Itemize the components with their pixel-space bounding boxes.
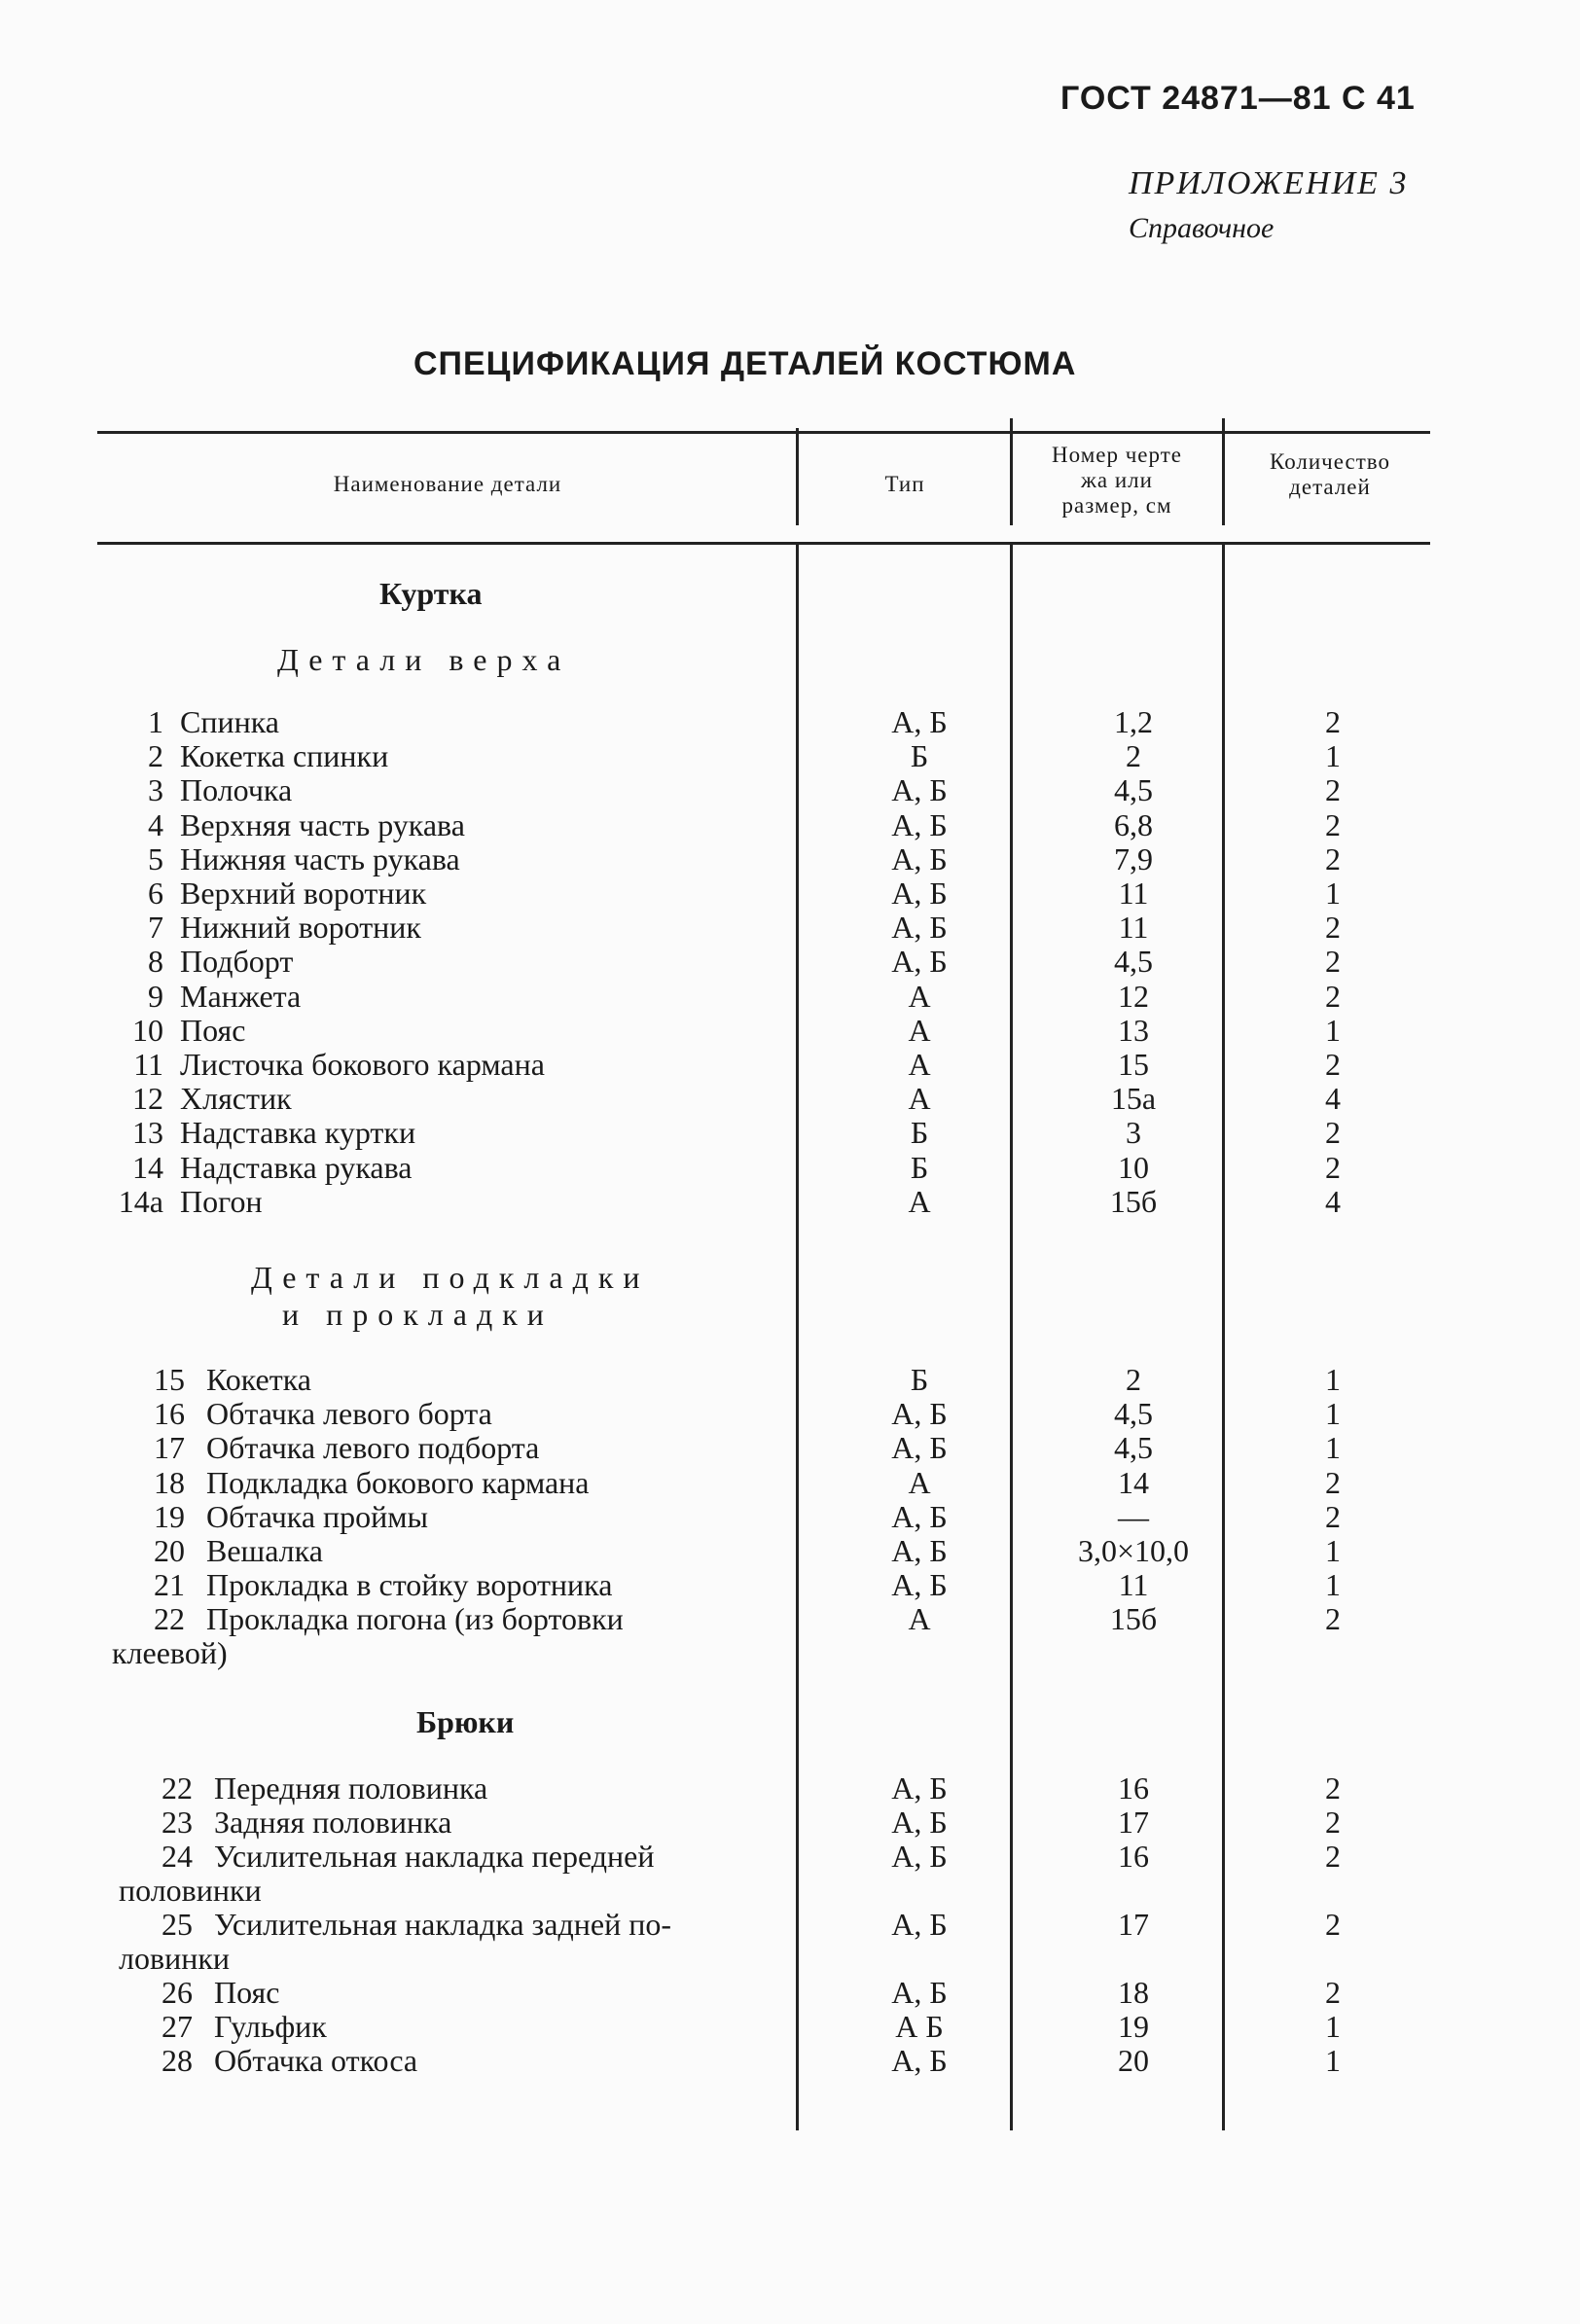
item-type: А <box>908 1601 931 1637</box>
item-quantity: 2 <box>1325 1839 1341 1874</box>
item-name: Усилительная накладка задней по- <box>214 1907 671 1942</box>
table-header-rule <box>97 542 1430 545</box>
item-type: А, Б <box>891 1907 948 1942</box>
item-type: А, Б <box>891 1567 948 1603</box>
item-quantity: 1 <box>1325 738 1341 774</box>
table-row <box>0 738 1580 773</box>
item-name: Спинка <box>180 704 279 739</box>
item-number: 14а <box>118 1183 163 1219</box>
item-number: 17 <box>154 1430 185 1466</box>
item-type: А <box>908 1464 931 1500</box>
item-number: 28 <box>162 2043 193 2078</box>
item-quantity: 1 <box>1325 1012 1341 1048</box>
column-header-name: Наименование детали <box>333 472 562 496</box>
item-number: 23 <box>162 1805 193 1840</box>
item-type: А, Б <box>891 806 948 842</box>
item-number: 2 <box>148 738 163 774</box>
item-drawing: 19 <box>1118 2009 1149 2044</box>
table-top-rule <box>97 431 1430 434</box>
column-divider-3 <box>1222 418 1225 525</box>
item-drawing: — <box>1118 1498 1149 1534</box>
item-name: Обтачка левого подборта <box>206 1430 540 1466</box>
table-row <box>0 841 1580 876</box>
table-row <box>0 1465 1580 1500</box>
item-quantity: 2 <box>1325 1047 1341 1082</box>
column-header-qty-1: Количество <box>1270 449 1390 474</box>
table-row <box>0 1839 1580 1874</box>
item-number: 25 <box>162 1907 193 1942</box>
item-name: Пояс <box>180 1012 246 1048</box>
item-number: 12 <box>132 1081 163 1117</box>
item-drawing: 16 <box>1118 1839 1149 1874</box>
item-number: 22 <box>154 1601 185 1637</box>
item-number: 1 <box>148 704 163 739</box>
item-number: 9 <box>148 978 163 1014</box>
item-number: 18 <box>154 1464 185 1500</box>
item-number: 8 <box>148 944 163 980</box>
table-row <box>0 1601 1580 1636</box>
table-row <box>0 876 1580 911</box>
table-row <box>0 704 1580 739</box>
item-number: 11 <box>133 1047 163 1082</box>
item-name: Погон <box>180 1183 263 1219</box>
table-row <box>0 1975 1580 2010</box>
column-header-qty-2: деталей <box>1289 475 1371 499</box>
item-type: А <box>908 1012 931 1048</box>
item-quantity: 2 <box>1325 1907 1341 1942</box>
item-number: 16 <box>154 1396 185 1432</box>
item-drawing: 12 <box>1118 978 1149 1014</box>
item-type: А, Б <box>891 1805 948 1840</box>
item-drawing: 11 <box>1118 1567 1149 1603</box>
item-quantity: 2 <box>1325 1975 1341 2010</box>
item-quantity: 1 <box>1325 1362 1341 1397</box>
section-jacket: Куртка <box>379 576 483 611</box>
item-drawing: 15б <box>1109 1183 1158 1219</box>
item-number: 7 <box>148 910 163 946</box>
item-type: А Б <box>895 2009 944 2044</box>
item-drawing: 18 <box>1118 1975 1149 2010</box>
item-quantity: 4 <box>1325 1183 1341 1219</box>
table-row <box>0 1770 1580 1806</box>
table-row <box>0 1805 1580 1840</box>
item-quantity: 2 <box>1325 1115 1341 1151</box>
item-name: Обтачка левого борта <box>206 1396 492 1432</box>
item-drawing: 15б <box>1109 1601 1158 1637</box>
subsection-lining-parts-2: и прокладки <box>282 1297 554 1332</box>
item-name: Кокетка спинки <box>180 738 389 774</box>
item-name: Обтачка проймы <box>206 1498 429 1534</box>
item-drawing: 4,5 <box>1114 944 1153 980</box>
item-name: Вешалка <box>206 1533 323 1568</box>
item-drawing: 3 <box>1126 1115 1141 1151</box>
column-divider-1 <box>796 428 799 525</box>
item-quantity: 2 <box>1325 1805 1341 1840</box>
item-name: Прокладка погона (из бортовки <box>206 1601 624 1637</box>
item-drawing: 11 <box>1118 910 1149 946</box>
appendix-note: Справочное <box>1129 212 1275 244</box>
item-quantity: 2 <box>1325 806 1341 842</box>
item-type: А, Б <box>891 1839 948 1874</box>
item-quantity: 2 <box>1325 1601 1341 1637</box>
item-drawing: 4,5 <box>1114 772 1153 808</box>
item-drawing: 11 <box>1118 876 1149 911</box>
item-number: 19 <box>154 1498 185 1534</box>
item-number: 14 <box>132 1149 163 1185</box>
table-row <box>0 807 1580 842</box>
item-quantity: 2 <box>1325 944 1341 980</box>
item-name: Хлястик <box>180 1081 292 1117</box>
item-number: 13 <box>132 1115 163 1151</box>
item-quantity: 2 <box>1325 1464 1341 1500</box>
item-name-continuation: клеевой) <box>112 1635 228 1671</box>
item-quantity: 2 <box>1325 704 1341 739</box>
item-drawing: 3,0×10,0 <box>1077 1533 1190 1568</box>
table-row <box>0 1362 1580 1397</box>
item-name: Верхняя часть рукава <box>180 806 465 842</box>
item-quantity: 2 <box>1325 1149 1341 1185</box>
item-drawing: 17 <box>1118 1805 1149 1840</box>
table-row <box>0 1184 1580 1219</box>
item-quantity: 2 <box>1325 910 1341 946</box>
item-name-continuation: ловинки <box>119 1941 230 1976</box>
item-drawing: 10 <box>1118 1149 1149 1185</box>
item-type: Б <box>910 1149 929 1185</box>
table-row <box>0 944 1580 979</box>
item-type: Б <box>910 1362 929 1397</box>
item-quantity: 1 <box>1325 2009 1341 2044</box>
item-quantity: 1 <box>1325 2043 1341 2078</box>
item-drawing: 15 <box>1118 1047 1149 1082</box>
item-drawing: 14 <box>1118 1464 1149 1500</box>
item-name: Надставка куртки <box>180 1115 416 1151</box>
item-quantity: 1 <box>1325 876 1341 911</box>
item-number: 6 <box>148 876 163 911</box>
table-row <box>0 1567 1580 1602</box>
item-name: Подборт <box>180 944 294 980</box>
item-type: А <box>908 1081 931 1117</box>
item-drawing: 6,8 <box>1114 806 1153 842</box>
item-name: Полочка <box>180 772 293 808</box>
item-number: 15 <box>154 1362 185 1397</box>
item-quantity: 2 <box>1325 772 1341 808</box>
item-type: А, Б <box>891 1430 948 1466</box>
item-quantity: 2 <box>1325 1770 1341 1806</box>
item-type: А, Б <box>891 2043 948 2078</box>
column-header-drawing-3: размер, см <box>1061 493 1172 518</box>
item-quantity: 4 <box>1325 1081 1341 1117</box>
item-drawing: 13 <box>1118 1012 1149 1048</box>
item-type: А, Б <box>891 772 948 808</box>
item-quantity: 1 <box>1325 1567 1341 1603</box>
appendix-title: ПРИЛОЖЕНИЕ 3 <box>1129 165 1409 201</box>
table-row <box>0 1047 1580 1082</box>
column-divider-2 <box>1010 418 1013 525</box>
item-type: А, Б <box>891 1975 948 2010</box>
item-number: 10 <box>132 1012 163 1048</box>
item-quantity: 2 <box>1325 840 1341 876</box>
item-name: Подкладка бокового кармана <box>206 1464 590 1500</box>
item-type: А, Б <box>891 1396 948 1432</box>
table-row <box>0 910 1580 945</box>
item-type: А, Б <box>891 1770 948 1806</box>
item-name: Манжета <box>180 978 302 1014</box>
item-number: 22 <box>162 1770 193 1806</box>
table-row <box>0 2009 1580 2044</box>
item-drawing: 16 <box>1118 1770 1149 1806</box>
item-type: А, Б <box>891 1533 948 1568</box>
table-row <box>0 1499 1580 1534</box>
item-name: Гульфик <box>214 2009 327 2044</box>
item-name-continuation: половинки <box>119 1873 262 1908</box>
item-quantity: 1 <box>1325 1430 1341 1466</box>
item-quantity: 1 <box>1325 1533 1341 1568</box>
subsection-lining-parts-1: Детали подкладки <box>251 1260 650 1295</box>
item-type: Б <box>910 1115 929 1151</box>
item-drawing: 4,5 <box>1114 1396 1153 1432</box>
table-row <box>0 1115 1580 1150</box>
item-type: А, Б <box>891 910 948 946</box>
column-header-drawing-1: Номер черте <box>1052 443 1182 467</box>
item-type: А, Б <box>891 876 948 911</box>
item-name: Листочка бокового кармана <box>180 1047 545 1082</box>
section-trousers: Брюки <box>416 1704 515 1739</box>
item-type: А, Б <box>891 944 948 980</box>
item-name: Нижний воротник <box>180 910 421 946</box>
item-name: Пояс <box>214 1975 280 2010</box>
item-number: 24 <box>162 1839 193 1874</box>
table-row <box>0 1430 1580 1465</box>
item-name: Прокладка в стойку воротника <box>206 1567 613 1603</box>
table-row <box>0 1396 1580 1431</box>
item-name: Обтачка откоса <box>214 2043 418 2078</box>
item-drawing: 4,5 <box>1114 1430 1153 1466</box>
item-type: Б <box>910 738 929 774</box>
table-row <box>0 1013 1580 1048</box>
item-number: 27 <box>162 2009 193 2044</box>
item-type: А <box>908 1047 931 1082</box>
item-number: 21 <box>154 1567 185 1603</box>
item-type: А, Б <box>891 704 948 739</box>
item-number: 4 <box>148 806 163 842</box>
item-type: А, Б <box>891 1498 948 1534</box>
item-name: Передняя половинка <box>214 1770 488 1806</box>
item-drawing: 17 <box>1118 1907 1149 1942</box>
column-header-type: Тип <box>884 472 925 496</box>
item-drawing: 2 <box>1126 1362 1141 1397</box>
item-name: Усилительная накладка передней <box>214 1839 655 1874</box>
item-number: 26 <box>162 1975 193 2010</box>
item-drawing: 2 <box>1126 738 1141 774</box>
item-drawing: 7,9 <box>1114 840 1153 876</box>
item-quantity: 2 <box>1325 978 1341 1014</box>
item-type: А <box>908 978 931 1014</box>
column-header-drawing-2: жа или <box>1081 468 1153 492</box>
table-row <box>0 2043 1580 2078</box>
page-title: СПЕЦИФИКАЦИЯ ДЕТАЛЕЙ КОСТЮМА <box>413 345 1077 382</box>
table-row <box>0 1150 1580 1185</box>
item-type: А <box>908 1183 931 1219</box>
item-number: 20 <box>154 1533 185 1568</box>
table-row <box>0 1907 1580 1942</box>
item-drawing: 1,2 <box>1114 704 1153 739</box>
item-name: Нижняя часть рукава <box>180 840 460 876</box>
item-number: 5 <box>148 840 163 876</box>
item-number: 3 <box>148 772 163 808</box>
document-code: ГОСТ 24871—81 С 41 <box>1060 80 1416 117</box>
table-row <box>0 1081 1580 1116</box>
table-row <box>0 979 1580 1014</box>
item-drawing: 15а <box>1110 1081 1157 1117</box>
item-quantity: 1 <box>1325 1396 1341 1432</box>
item-type: А, Б <box>891 840 948 876</box>
table-row <box>0 1533 1580 1568</box>
item-name: Задняя половинка <box>214 1805 452 1840</box>
table-row <box>0 772 1580 807</box>
subsection-top-parts: Детали верха <box>277 642 571 677</box>
item-name: Кокетка <box>206 1362 311 1397</box>
item-name: Верхний воротник <box>180 876 427 911</box>
item-quantity: 2 <box>1325 1498 1341 1534</box>
item-name: Надставка рукава <box>180 1149 413 1185</box>
item-drawing: 20 <box>1118 2043 1149 2078</box>
